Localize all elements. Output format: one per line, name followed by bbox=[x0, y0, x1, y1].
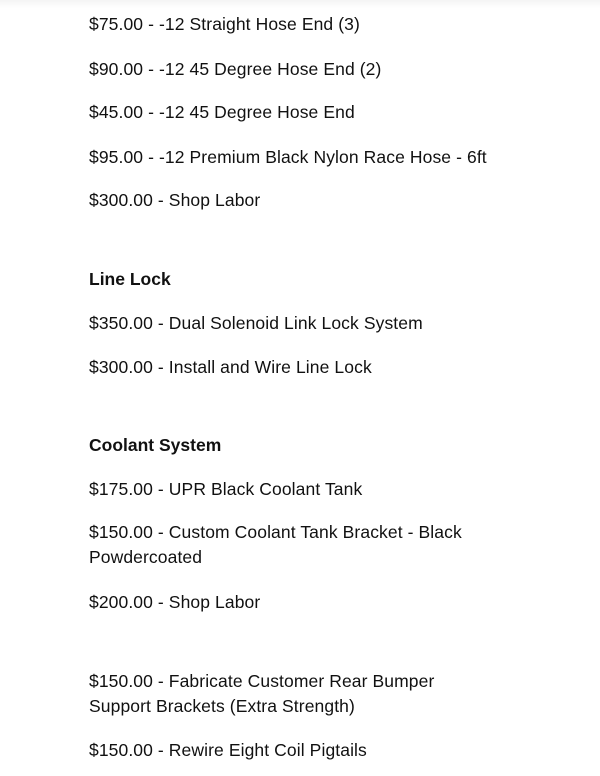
list-item: $200.00 - Shop Labor bbox=[89, 592, 261, 612]
list-item: $300.00 - Shop Labor bbox=[89, 190, 261, 210]
list-item: $175.00 - UPR Black Coolant Tank bbox=[89, 479, 363, 499]
section-heading-line-lock: Line Lock bbox=[89, 269, 171, 289]
list-item: $150.00 - Fabricate Customer Rear Bumper Support Brackets (Extra Strength) bbox=[89, 671, 435, 716]
list-item: $350.00 - Dual Solenoid Link Lock System bbox=[89, 313, 423, 333]
list-item: $45.00 - -12 45 Degree Hose End bbox=[89, 102, 355, 122]
top-edge-shadow bbox=[0, 0, 600, 8]
list-item: $150.00 - Custom Coolant Tank Bracket - Black Powdercoated bbox=[89, 522, 462, 567]
list-item: $95.00 - -12 Premium Black Nylon Race Hose - 6ft bbox=[89, 147, 487, 167]
list-item: $300.00 - Install and Wire Line Lock bbox=[89, 357, 372, 377]
section-heading-coolant-system: Coolant System bbox=[89, 435, 222, 455]
list-item: $150.00 - Rewire Eight Coil Pigtails bbox=[89, 740, 367, 760]
list-item: $90.00 - -12 45 Degree Hose End (2) bbox=[89, 59, 382, 79]
list-item: $75.00 - -12 Straight Hose End (3) bbox=[89, 14, 360, 34]
